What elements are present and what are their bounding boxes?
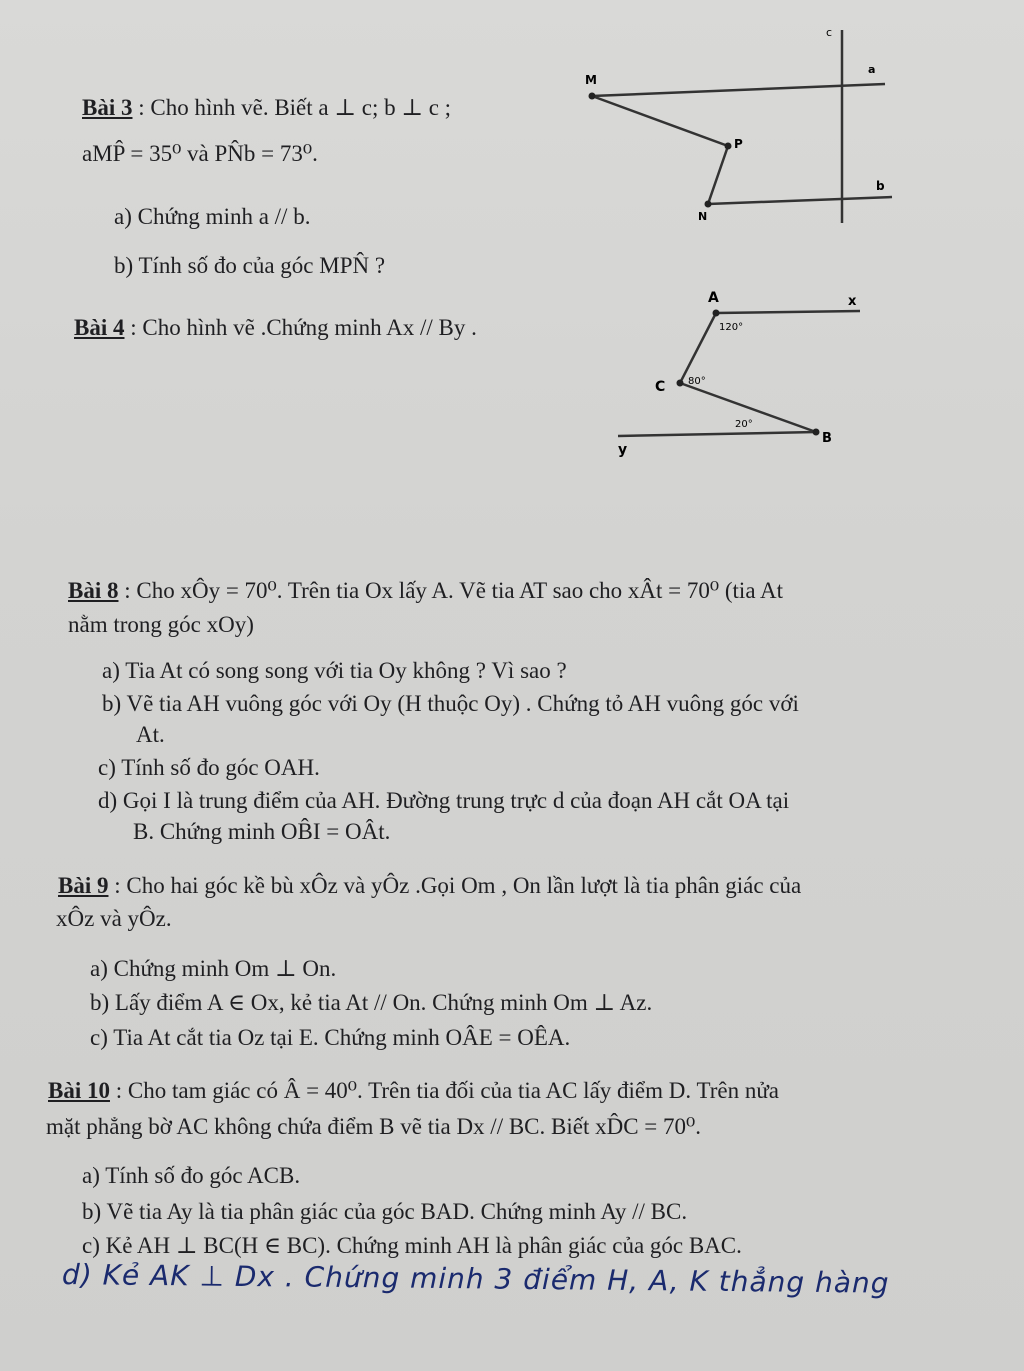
bai4-heading	[74, 314, 477, 342]
point-b	[813, 429, 820, 436]
label-y: y	[618, 442, 628, 458]
point-p	[725, 143, 732, 150]
bai3-part-b: b) Tính số đo của góc MPN̂ ?	[114, 253, 386, 278]
point-c	[677, 380, 684, 387]
bai9-heading	[58, 872, 801, 900]
bai10-line2: mặt phẳng bờ AC không chứa điểm B vẽ tia Dx // BC. Biết xD̂C = 70⁰.	[46, 1114, 701, 1139]
bai10-part-d-handwritten: d) Kẻ AK ⊥ Dx . Chứng minh 3 điểm H, A, K thẳng hàng	[61, 1258, 890, 1300]
ray-by	[618, 432, 816, 436]
bai9-line1: : Cho hai góc kề bù xÔz và yÔz .Gọi Om , On lần lượt là tia phân giác của	[108, 873, 802, 898]
bai8-part-a: a) Tia At có song song với tia Oy không ? Vì sao ?	[102, 658, 567, 683]
label-a: A	[708, 290, 719, 306]
bai9-part-c: c) Tia At cắt tia Oz tại E. Chứng minh OÂE = OÊA.	[90, 1025, 571, 1050]
label-a: a	[868, 63, 876, 76]
bai8-part-b2: At.	[136, 722, 165, 747]
label-m: M	[585, 73, 597, 87]
label-n: N	[698, 210, 708, 223]
bai4-figure	[600, 280, 880, 460]
bai3-title: Bài 3	[82, 95, 133, 120]
bai3-figure	[580, 18, 910, 233]
bai8-part-d2: B. Chứng minh OB̂I = OÂt.	[133, 819, 391, 844]
bai3-line1: : Cho hình vẽ. Biết a ⊥ c; b ⊥ c ;	[132, 95, 452, 120]
point-a	[713, 310, 720, 317]
bai10-part-c: c) Kẻ AH ⊥ BC(H ∈ BC). Chứng minh AH là phân giác của góc BAC.	[82, 1233, 742, 1258]
label-x: x	[848, 294, 857, 309]
point-m	[589, 93, 596, 100]
bai8-part-b1: b) Vẽ tia AH vuông góc với Oy (H thuộc Oy) . Chứng tỏ AH vuông góc với	[102, 691, 799, 716]
bai3-heading	[82, 94, 451, 122]
label-p: P	[734, 137, 743, 151]
label-c: C	[655, 379, 666, 395]
bai8-line1: : Cho xÔy = 70⁰. Trên tia Ox lấy A. Vẽ tia AT sao cho xÂt = 70⁰ (tia At	[118, 578, 784, 603]
bai8-part-c: c) Tính số đo góc OAH.	[98, 755, 320, 780]
bai8-heading	[68, 577, 783, 605]
label-c: c	[826, 26, 833, 39]
bai10-title: Bài 10	[48, 1078, 110, 1103]
bai10-part-a: a) Tính số đo góc ACB.	[82, 1163, 301, 1188]
point-n	[705, 201, 712, 208]
line-b	[708, 197, 892, 204]
bai9-part-a: a) Chứng minh Om ⊥ On.	[90, 956, 337, 981]
bai8-title: Bài 8	[68, 578, 119, 603]
bai10-part-b: b) Vẽ tia Ay là tia phân giác của góc BAD. Chứng minh Ay // BC.	[82, 1199, 688, 1224]
bai8-line2: nằm trong góc xOy)	[68, 612, 254, 637]
bai3-line2: aMP̂ = 35⁰ và PN̂b = 73⁰.	[82, 141, 318, 166]
angle-b-label: 20°	[735, 419, 753, 430]
segment-ac	[680, 313, 716, 383]
label-b: B	[822, 431, 832, 446]
angle-c-label: 80°	[688, 376, 706, 387]
angle-a-label: 120°	[719, 322, 744, 333]
bai9-part-b: b) Lấy điểm A ∈ Ox, kẻ tia At // On. Chứng minh Om ⊥ Az.	[90, 990, 653, 1015]
path-mpn	[592, 96, 728, 204]
bai10-heading	[48, 1077, 779, 1105]
bai9-line2: xÔz và yÔz.	[56, 906, 172, 931]
bai4-title: Bài 4	[74, 315, 125, 340]
ray-ax	[716, 311, 860, 313]
bai3-part-a: a) Chứng minh a // b.	[114, 204, 311, 229]
bai4-line1: : Cho hình vẽ .Chứng minh Ax // By .	[124, 315, 477, 340]
label-b: b	[876, 179, 885, 193]
bai9-title: Bài 9	[58, 873, 109, 898]
bai10-line1: : Cho tam giác có Â = 40⁰. Trên tia đối của tia AC lấy điểm D. Trên nửa	[109, 1078, 779, 1103]
bai8-part-d1: d) Gọi I là trung điểm của AH. Đường trung trực d của đoạn AH cắt OA tại	[98, 788, 790, 813]
